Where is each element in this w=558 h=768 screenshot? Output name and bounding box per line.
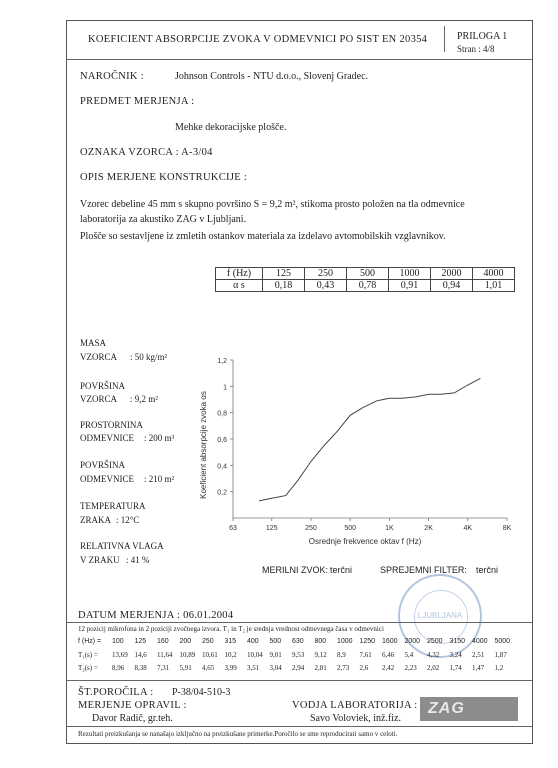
appendix-label: PRILOGA 1	[457, 31, 508, 42]
freq-row	[216, 268, 515, 280]
header-divider	[444, 26, 445, 52]
alpha-cell: 0,78	[347, 280, 389, 292]
param-room-area-sublabel: ODMEVNICE	[80, 474, 134, 484]
chart-x-tick-label: 63	[229, 525, 237, 532]
freq-cell: 250	[305, 268, 347, 280]
param-mass-label: MASA	[80, 338, 107, 348]
freq-cell: 4000	[473, 268, 515, 280]
measurement-note: 12 pozicij mikrofona in 2 poziciji zvočnega izvora. T₁ in T₂ je srednja vrednost odmevnega časa v odmevnici	[78, 625, 384, 633]
construction-label: OPIS MERJENE KONSTRUKCIJE :	[80, 172, 248, 183]
t2-value: 2,23	[404, 664, 417, 672]
absorption-chart	[195, 350, 530, 580]
alpha-row	[216, 280, 515, 292]
freq-value: 160	[157, 638, 169, 645]
alpha-cell: 1,01	[473, 280, 515, 292]
legend-filter-label: SPREJEMNI FILTER:	[380, 565, 467, 575]
freq-value: 250	[202, 638, 214, 645]
sample-id: OZNAKA VZORCA : A-3/04	[80, 147, 213, 158]
chart-y-tick-label: 1	[223, 384, 227, 392]
t2-value: 3,51	[247, 664, 260, 672]
head-label: VODJA LABORATORIJA :	[292, 700, 418, 711]
freq-value: 100	[112, 638, 124, 645]
freq-value: 1250	[359, 638, 376, 645]
param-area-sublabel: VZORCA	[80, 394, 118, 404]
param-temp-value: : 12°C	[116, 515, 140, 525]
chart-y-label: Koeficient absorpcije zvoka αs	[199, 391, 208, 499]
chart-x-tick-label: 4K	[463, 525, 473, 532]
freq-value: 630	[292, 638, 304, 645]
head-name: Savo Voloviek, inž.fiz.	[310, 713, 402, 724]
alpha-cell: 0,18	[263, 280, 305, 292]
param-area-value: : 9,2 m²	[130, 394, 158, 404]
param-temp-label: TEMPERATURA	[80, 501, 146, 511]
t2-label: T₂(s) =	[78, 664, 98, 672]
construction-line-1: Vzorec debeline 45 mm s skupno površino S = 9,2 m², stikoma prosto položen na tla odmevnice	[80, 199, 465, 210]
page-number: Stran : 4/8	[457, 44, 495, 54]
t2-value: 2,02	[427, 664, 440, 672]
chart-x-tick-label: 8K	[502, 525, 512, 532]
param-room-area-label: POVRŠINA	[80, 460, 126, 470]
legend-filter-value: terčni	[476, 565, 499, 575]
alpha-cell: 0,91	[389, 280, 431, 292]
param-area-label: POVRŠINA	[80, 381, 126, 391]
param-mass-sublabel: VZORCA	[80, 352, 118, 362]
freq-cell: 500	[347, 268, 389, 280]
absorption-table	[215, 267, 515, 292]
measurement-date: DATUM MERJENJA : 06.01.2004	[78, 610, 234, 621]
t1-value: 1,87	[494, 651, 507, 659]
chart-y-tick-label: 0,2	[217, 489, 227, 497]
t1-value: 4,32	[427, 651, 440, 659]
param-volume-label: PROSTORNINA	[80, 420, 143, 430]
t1-value: 13,69	[112, 651, 128, 659]
performer-name: Davor Radič, gr.teh.	[92, 713, 173, 724]
footer-rule	[67, 680, 532, 681]
freq-value: 4000	[472, 638, 488, 645]
chart-x-label: Osrednje frekvence oktav f (Hz)	[308, 537, 422, 546]
t2-value: 2,81	[314, 664, 327, 672]
subject-value: Mehke dekoracijske plošče.	[175, 122, 287, 133]
logo-text: ZAG	[428, 700, 465, 717]
report-number: P-38/04-510-3	[172, 687, 231, 698]
freq-cell: 125	[263, 268, 305, 280]
freq-value: 400	[247, 638, 259, 645]
t2-value: 3,04	[269, 664, 282, 672]
freq-value: 2000	[404, 638, 421, 645]
freq-value: 800	[314, 638, 327, 645]
param-temp-sublabel: ZRAKA	[80, 515, 111, 525]
freq-value: 315	[224, 638, 237, 645]
t2-value: 2,94	[292, 664, 305, 672]
chart-x-tick-label: 500	[344, 525, 357, 532]
t1-value: 6,46	[382, 651, 395, 659]
client-value: Johnson Controls - NTU d.o.o., Slovenj Gradec.	[175, 71, 369, 82]
t1-value: 10,04	[247, 651, 263, 659]
param-volume-sublabel: ODMEVNICE	[80, 433, 134, 443]
alpha-cell: 0,43	[305, 280, 347, 292]
construction-line-2: laboratorija za akustiko ZAG v Ljubljani.	[80, 214, 247, 225]
disclaimer: Rezultati preizkušanja se nanašajo izključno na preizkušane primerke.Poročilo se sme reproducirati samo v celoti.	[78, 730, 398, 738]
param-mass-value: : 50 kg/m²	[130, 352, 168, 362]
performer-label: MERJENJE OPRAVIL :	[78, 700, 187, 711]
freq-label: f (Hz) =	[78, 638, 102, 645]
t2-value: 2,6	[359, 664, 369, 672]
t1-value: 10,61	[202, 651, 218, 659]
t1-label: T₁(s) =	[78, 651, 98, 659]
report-title: KOEFICIENT ABSORPCIJE ZVOKA V ODMEVNICI PO SIST EN 20354	[88, 34, 428, 45]
t1-value: 14,6	[134, 651, 147, 659]
chart-y-tick-label: 0,8	[217, 410, 227, 418]
chart-x-tick-label: 250	[305, 525, 317, 532]
chart-y-tick-label: 0,4	[217, 463, 227, 471]
t1-value: 9,53	[292, 651, 305, 659]
t2-value: 2,42	[382, 664, 395, 672]
chart-x-tick-label: 1K	[385, 525, 394, 532]
t1-value: 2,51	[472, 651, 485, 659]
alpha-header: α s	[216, 280, 263, 292]
alpha-cell: 0,94	[431, 280, 473, 292]
t1-value: 9,12	[314, 651, 327, 659]
chart-x-tick-label: 125	[265, 525, 278, 532]
freq-cell: 1000	[389, 268, 431, 280]
param-humidity-sublabel: V ZRAKU	[80, 555, 120, 565]
t1-value: 11,64	[157, 651, 173, 659]
freq-cell: 2000	[431, 268, 473, 280]
freq-value: 5000	[494, 638, 511, 645]
construction-line-3: Plošče so sestavljene iz zmletih ostankov materiala za izdelavo avtomobilskih vzglavnikov.	[80, 231, 446, 242]
freq-value: 1000	[337, 638, 353, 645]
freq-value: 125	[134, 638, 147, 645]
laboratory-stamp	[398, 574, 485, 659]
disclaimer-rule	[67, 726, 532, 727]
legend-mic-label: MERILNI ZVOK:	[262, 565, 329, 575]
report-number-label: ŠT.POROČILA :	[78, 687, 154, 698]
freq-value: 2500	[427, 638, 443, 645]
freq-value: 500	[269, 638, 282, 645]
legend-mic-value: terčni	[330, 565, 353, 575]
t2-value: 7,31	[157, 664, 170, 672]
t1-value: 5,4	[404, 651, 414, 659]
t1-value: 10,89	[179, 651, 196, 659]
freq-value: 1600	[382, 638, 398, 645]
t1-value: 8,9	[337, 651, 346, 659]
client-label: NAROČNIK :	[80, 71, 144, 82]
t1-value: 7,61	[359, 651, 372, 659]
t2-value: 4,65	[202, 664, 215, 672]
t2-value: 5,91	[179, 664, 192, 672]
zag-logo	[420, 697, 518, 721]
param-humidity-value: : 41 %	[126, 555, 150, 565]
date-rule	[67, 622, 532, 623]
subject-label: PREDMET MERJENJA :	[80, 96, 195, 107]
freq-header: f (Hz)	[216, 268, 263, 280]
t2-value: 8,96	[112, 664, 125, 672]
t1-value: 9,01	[269, 651, 282, 659]
freq-value: 200	[179, 638, 192, 645]
chart-x-tick-label: 2K	[424, 525, 433, 532]
freq-value: 3150	[449, 638, 466, 645]
param-room-area-value: : 210 m²	[144, 474, 175, 484]
t2-value: 1,74	[449, 664, 462, 672]
param-humidity-label: RELATIVNA VLAGA	[80, 541, 164, 551]
t2-value: 1,2	[494, 664, 504, 672]
t2-value: 8,38	[134, 664, 147, 672]
t2-value: 2,73	[337, 664, 350, 672]
chart-y-tick-label: 1,2	[217, 358, 227, 365]
stamp-text: LJUBLJANA	[417, 611, 463, 620]
t2-value: 3,99	[224, 664, 237, 672]
t2-value: 1,47	[472, 664, 485, 672]
chart-y-tick-label: 0,6	[217, 437, 227, 444]
param-volume-value: : 200 m³	[144, 433, 175, 443]
absorption-curve	[259, 378, 480, 501]
t1-value: 10,2	[224, 651, 237, 659]
header-rule	[67, 59, 532, 60]
t1-value: 3,24	[449, 651, 462, 659]
